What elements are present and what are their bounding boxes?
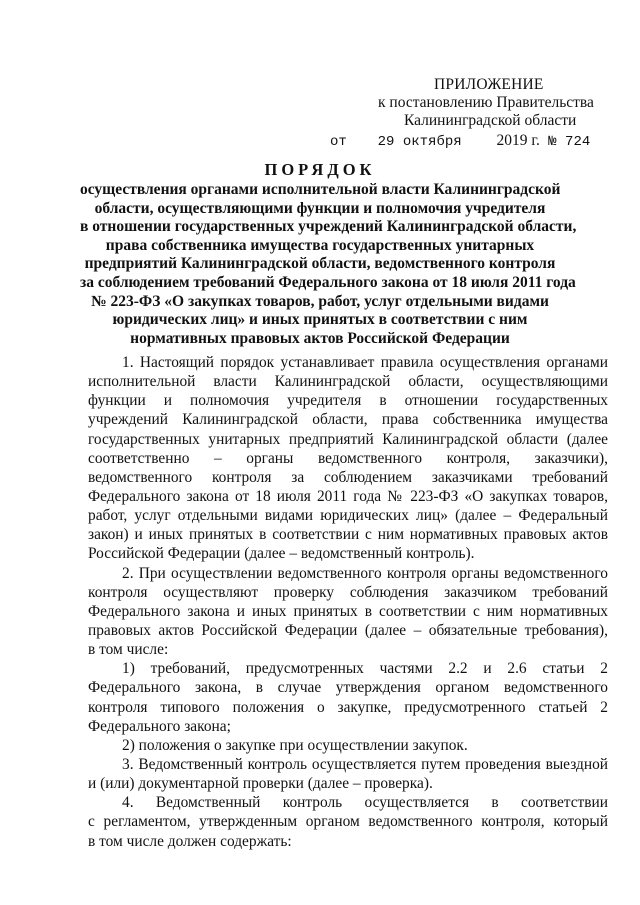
body-text-line: 2. При осуществлении ведомственного контроля органы ведомственного: [122, 564, 608, 582]
body-text-line: Федерального закона;: [88, 717, 231, 735]
subtitle-line: права собственника имущества государственных унитарных: [105, 236, 535, 254]
body-text-line: 1) требований, предусмотренных частями 2.2 и 2.6 статьи 2: [122, 660, 608, 678]
annex-region-line: Калининградской области: [404, 112, 577, 129]
annex-block: [330, 76, 620, 151]
body-text-line: правовых актов Российской Федерации (далее – обязательные требования),: [88, 621, 608, 639]
subtitle-line: осуществления органами исполнительной власти Калининградской: [80, 181, 561, 198]
date-prefix: от: [330, 134, 347, 150]
subtitle-line: № 223-ФЗ «О закупках товаров, работ, услуг отдельными видами: [91, 292, 549, 310]
subtitle-line: области, осуществляющими функции и полномочия учредителя: [94, 199, 546, 217]
subtitle-line: в отношении государственных учреждений Калининградской области,: [80, 218, 577, 236]
annex-date-line: [330, 132, 620, 151]
date-day: 29: [377, 134, 395, 150]
body-text-line: государственных унитарных предприятий Калининградской области (далее: [88, 430, 608, 448]
annex-title: ПРИЛОЖЕНИЕ: [434, 76, 544, 93]
body-text-line: ведомственного контроля за соблюдением заказчиками требований: [88, 468, 608, 486]
body-text-line: закон) и иных принятых в соответствии с ним нормативных правовых актов: [88, 526, 608, 544]
body-text-line: и (или) документарной проверки (далее – проверка).: [88, 775, 433, 793]
body-text-line: соответственно – органы ведомственного контроля, заказчики),: [88, 449, 608, 467]
document-number: № 724: [548, 134, 591, 150]
subtitle-line: юридических лиц» и иных принятых в соответствии с ним: [112, 311, 528, 329]
subtitle-line: нормативных правовых актов Российской Федерации: [130, 329, 510, 347]
subtitle-line: за соблюдением требований Федерального закона от 18 июля 2011 года: [80, 273, 576, 291]
body-text-line: работ, услуг отдельными видами юридических лиц» (далее – Федеральный: [88, 507, 608, 525]
body-text-line: учреждений Калининградской области, права собственника имущества: [88, 411, 608, 429]
document-title: ПОРЯДОК: [264, 160, 376, 179]
body-text-line: Федерального закона, в случае утверждения органом ведомственного: [88, 679, 608, 697]
body-text-line: в том числе:: [88, 641, 169, 659]
document-body: [88, 353, 608, 851]
body-text-line: в том числе должен содержать:: [88, 832, 292, 850]
body-text-line: функции и полномочия учредителя в отношении государственных: [88, 392, 608, 410]
body-text-line: 1. Настоящий порядок устанавливает правила осуществления органами: [122, 354, 608, 371]
body-text-line: контроля типового положения о закупке, предусмотренного статьей 2: [88, 698, 608, 716]
body-text-line: Федерального закона от 18 июля 2011 года № 223-ФЗ «О закупках товаров,: [88, 487, 608, 505]
date-year: 2019 г.: [496, 132, 540, 149]
body-text-line: 4. Ведомственный контроль осуществляется в соответствии: [122, 794, 608, 812]
document-subtitle: [80, 181, 577, 348]
body-text-line: контроля осуществляют проверку соблюдения заказчиком требований: [88, 583, 608, 601]
body-text-line: 2) положения о закупке при осуществлении закупок.: [122, 736, 468, 754]
annex-resolution-line: к постановлению Правительства: [378, 94, 594, 111]
date-month: октября: [402, 134, 462, 150]
body-text-line: Российской Федерации (далее – ведомственный контроль).: [88, 545, 475, 563]
body-text-line: исполнительной власти Калининградской области, осуществляющими: [88, 373, 608, 391]
subtitle-line: предприятий Калининградской области, ведомственного контроля: [84, 255, 556, 273]
body-text-line: Федерального закона и иных принятых в соответствии с ним нормативных: [88, 602, 608, 620]
body-text-line: 3. Ведомственный контроль осуществляется путем проведения выездной: [122, 755, 608, 773]
body-text-line: с регламентом, утвержденным органом ведомственного контроля, который: [88, 813, 608, 831]
